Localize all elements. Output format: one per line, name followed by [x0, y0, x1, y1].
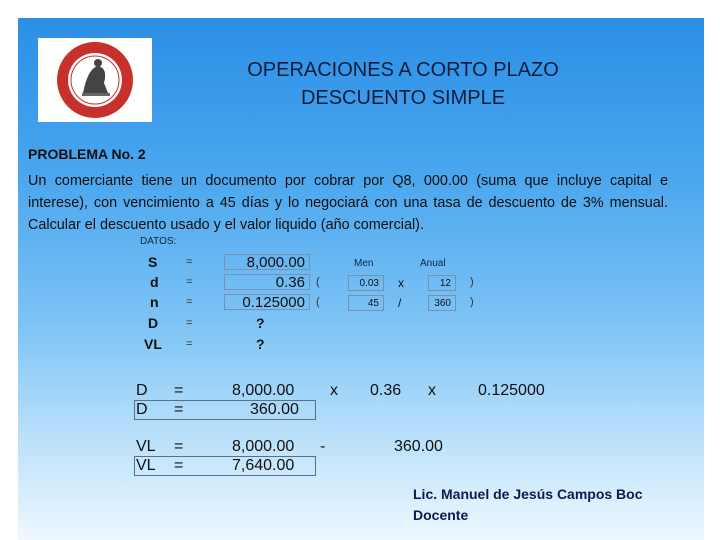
- men-header: Men: [354, 258, 374, 269]
- problem-title: PROBLEMA No. 2: [28, 146, 146, 162]
- datos-eq-VL: =: [186, 338, 193, 350]
- datos-value-S: 8,000.00: [224, 254, 310, 270]
- datos-value-n: 0.125000: [224, 294, 310, 310]
- d-open-paren: (: [316, 276, 320, 288]
- title-line-1: OPERACIONES A CORTO PLAZO: [247, 59, 559, 81]
- calc-D-result: 360.00: [250, 401, 299, 418]
- calc-VL-amount: 8,000.00: [232, 438, 295, 455]
- datos-sym-S: S: [148, 254, 158, 270]
- calc-VL-eq-1: =: [174, 438, 184, 455]
- calc-D-op1: x: [330, 382, 338, 399]
- calc-D-eq-2: =: [174, 401, 184, 418]
- calc-D-sym-1: D: [136, 382, 148, 399]
- calc-VL-op: -: [320, 438, 326, 455]
- n-close-paren: ): [470, 296, 474, 308]
- calc-VL-result: 7,640.00: [232, 457, 295, 474]
- datos-eq-D: =: [186, 317, 193, 329]
- problem-text: Un comerciante tiene un documento por cobrar por Q8, 000.00 (suma que incluye capital e interese), con vencimiento a 45 días y lo negociará con una tasa de descuento de 3% mensual. Calcular el descuento usado y el valor liquido (año comercial).: [28, 173, 668, 233]
- d-close-paren: ): [470, 276, 474, 288]
- slide-title: [188, 56, 618, 112]
- n-days: 45: [348, 295, 384, 311]
- datos-eq-n: =: [186, 296, 193, 308]
- calc-VL-discount: 360.00: [394, 438, 443, 455]
- datos-value-d: 0.36: [224, 274, 310, 290]
- calc-VL-sym-1: VL: [136, 438, 156, 455]
- datos-value-VL: ?: [256, 336, 265, 352]
- n-divide-op: /: [398, 296, 402, 310]
- n-open-paren: (: [316, 296, 320, 308]
- anual-header: Anual: [420, 258, 446, 269]
- datos-eq-d: =: [186, 276, 193, 288]
- author-role: Docente: [413, 507, 469, 523]
- calc-D-sym-2: D: [136, 401, 148, 418]
- calc-D-rate: 0.36: [370, 382, 402, 399]
- calc-D-time: 0.125000: [478, 382, 545, 399]
- d-multiply-op: x: [398, 276, 404, 290]
- calc-D-amount: 8,000.00: [232, 382, 295, 399]
- n-year-days: 360: [428, 295, 456, 311]
- datos-value-D: ?: [256, 315, 265, 331]
- title-line-2: DESCUENTO SIMPLE: [300, 87, 506, 109]
- datos-sym-D: D: [148, 315, 159, 331]
- calc-D-eq-1: =: [174, 382, 184, 399]
- author-name: Lic. Manuel de Jesús Campos Boc: [413, 486, 643, 502]
- calc-VL-eq-2: =: [174, 457, 184, 474]
- calc-VL-sym-2: VL: [136, 457, 156, 474]
- calc-D-op2: x: [428, 382, 436, 399]
- university-seal-logo: [38, 38, 152, 122]
- d-months: 12: [428, 275, 456, 291]
- author-credit: [413, 484, 693, 526]
- datos-sym-d: d: [150, 274, 159, 290]
- datos-sym-VL: VL: [144, 336, 162, 352]
- slide: [18, 18, 704, 540]
- datos-eq-S: =: [186, 256, 193, 268]
- datos-label: DATOS:: [140, 236, 177, 247]
- d-monthly-rate: 0.03: [348, 275, 384, 291]
- datos-sym-n: n: [150, 294, 159, 310]
